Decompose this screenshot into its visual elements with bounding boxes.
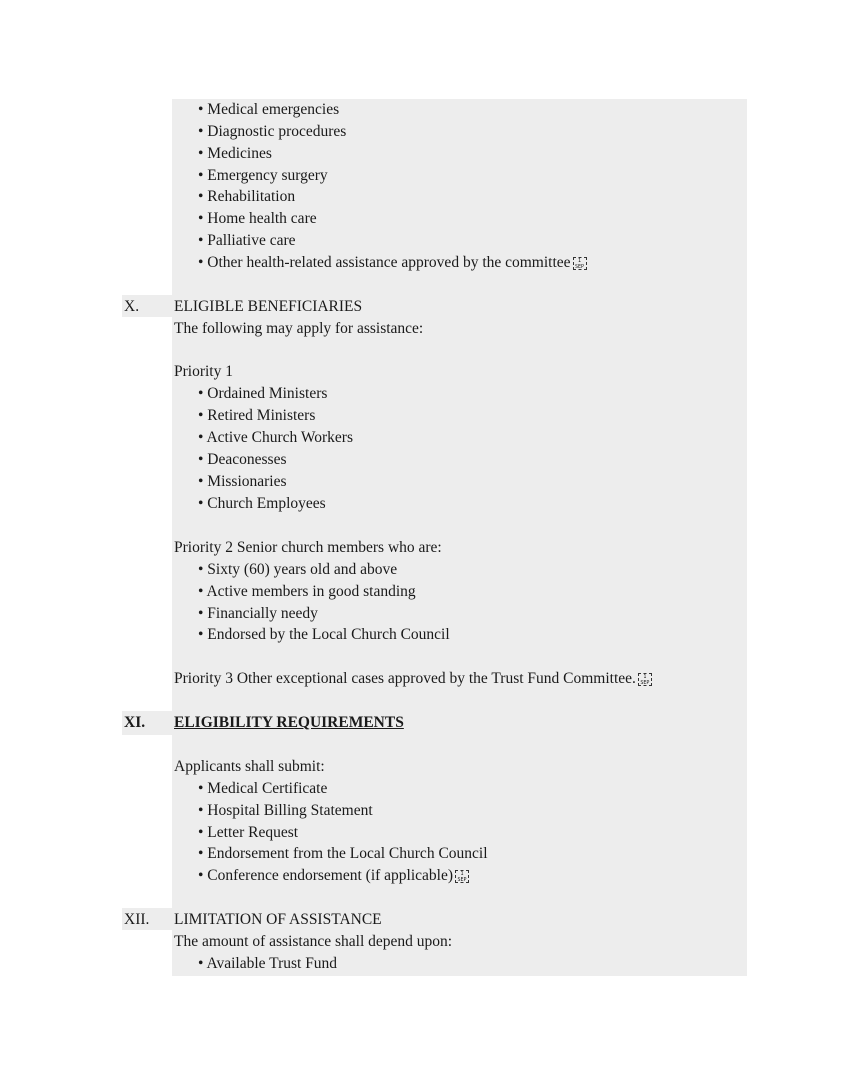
section-number: X. — [124, 298, 140, 315]
section-intro: Applicants shall submit: — [174, 758, 325, 775]
sep-marker-icon: 1 SEP — [455, 870, 469, 883]
list-item: • Missionaries — [198, 473, 287, 490]
list-item: • Endorsed by the Local Church Council — [198, 626, 450, 643]
list-item: • Active Church Workers — [198, 429, 353, 446]
section-number: XII. — [124, 911, 150, 928]
list-item-text: • Other health-related assistance approved by the committee — [198, 254, 571, 271]
list-item-with-sep — [198, 252, 587, 274]
list-item: • Palliative care — [198, 232, 296, 249]
priority-label-with-sep — [174, 668, 652, 690]
list-item: • Sixty (60) years old and above — [198, 561, 398, 578]
list-item: • Rehabilitation — [198, 188, 296, 205]
list-item: • Active members in good standing — [198, 583, 416, 600]
list-item: • Ordained Ministers — [198, 385, 328, 402]
list-item: • Retired Ministers — [198, 407, 316, 424]
priority-label: Priority 1 — [174, 363, 233, 380]
list-item-text: • Conference endorsement (if applicable) — [198, 867, 454, 884]
list-item: • Hospital Billing Statement — [198, 802, 373, 819]
list-item: • Medical emergencies — [198, 101, 340, 118]
list-item: • Letter Request — [198, 824, 299, 841]
list-item: • Medicines — [198, 145, 272, 162]
list-item: • Endorsement from the Local Church Council — [198, 845, 488, 862]
list-item: • Emergency surgery — [198, 167, 328, 184]
list-item: • Deaconesses — [198, 451, 287, 468]
section-title: ELIGIBILITY REQUIREMENTS — [174, 714, 404, 731]
sep-marker-icon: 1 SEP — [573, 257, 587, 270]
section-title: ELIGIBLE BENEFICIARIES — [174, 298, 363, 315]
list-item: • Church Employees — [198, 495, 326, 512]
list-item: • Home health care — [198, 210, 317, 227]
section-intro: The amount of assistance shall depend upon: — [174, 933, 453, 950]
priority-label: Priority 3 Other exceptional cases approved by the Trust Fund Committee. — [174, 670, 636, 687]
list-item-with-sep — [198, 865, 469, 887]
priority-label: Priority 2 Senior church members who are: — [174, 539, 442, 556]
section-number: XI. — [124, 714, 146, 731]
list-item: • Medical Certificate — [198, 780, 328, 797]
sep-marker-icon: 1 SEP — [638, 673, 652, 686]
list-item: • Financially needy — [198, 605, 318, 622]
list-item: • Diagnostic procedures — [198, 123, 347, 140]
section-intro: The following may apply for assistance: — [174, 320, 424, 337]
section-title: LIMITATION OF ASSISTANCE — [174, 911, 382, 928]
list-item: • Available Trust Fund — [198, 955, 338, 972]
